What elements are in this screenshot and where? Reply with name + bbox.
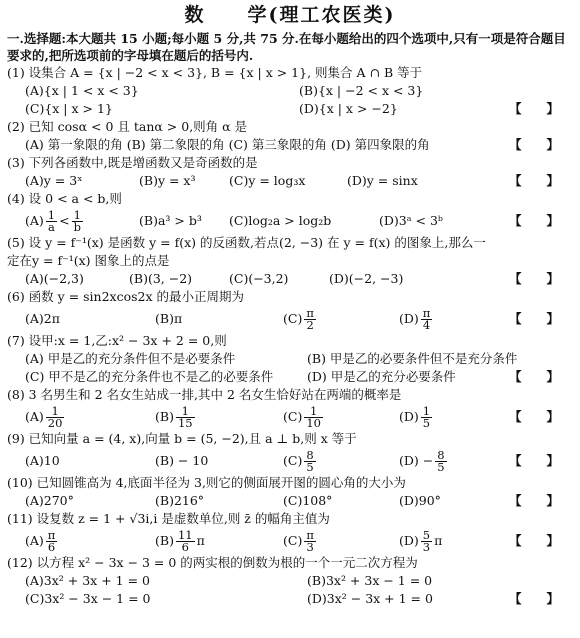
q5-option-c: (C)(−3,2) [229, 271, 289, 286]
q5-options-row [7, 270, 573, 288]
q9-option-a: (A)10 [25, 453, 60, 468]
q5-option-a: (A)(−2,3) [25, 271, 84, 286]
q11-option-d: (D) $\frac{5}{3}$ π [399, 528, 443, 554]
q2-answer-bracket: 【 】 [508, 137, 559, 152]
q3-stem: (3) 下列各函数中,既是增函数又是奇函数的是 [7, 155, 258, 170]
q9-option-d: (D) − $\frac{8}{5}$ [399, 448, 445, 474]
q10-option-c: (C)108° [283, 493, 333, 508]
q11-stem: (11) 设复数 z = 1 + √3i,i 是虚数单位,则 z̄ 的幅角主值为 [7, 511, 330, 526]
q10-options-row [7, 492, 573, 510]
q10-answer-bracket: 【 】 [508, 493, 559, 508]
q9-options-row [7, 448, 573, 474]
exam-page [0, 2, 580, 638]
q8-options-row [7, 404, 573, 430]
q3-option-a: (A)y = 3ˣ [25, 173, 83, 188]
q7-option-c: (C) 甲不是乙的充分条件也不是乙的必要条件 [25, 369, 274, 384]
q11-options-row [7, 528, 573, 554]
q11-option-b: (B) $\frac{11}{6}$ π [155, 528, 205, 554]
q10-stem: (10) 已知圆锥高为 4,底面半径为 3,则它的侧面展开图的圆心角的大小为 [7, 475, 406, 490]
q7-options-row1 [7, 350, 573, 368]
q1-option-d: (D){x | x > −2} [299, 101, 398, 116]
q5-answer-bracket: 【 】 [508, 271, 559, 286]
q1-stem: (1) 设集合 A = {x | −2 < x < 3}, B = {x | x > 1}, 则集合 A ∩ B 等于 [7, 65, 423, 80]
q4-answer-bracket: 【 】 [508, 213, 559, 228]
q5-stem-cont: 定在y = f⁻¹(x) 图象上的点是 [7, 253, 170, 268]
q9-option-c: (C) $\frac{8}{5}$ [283, 448, 314, 474]
q6-stem: (6) 函数 y = sin2xcos2x 的最小正周期为 [7, 289, 245, 304]
q9-stem: (9) 已知向量 a = (4, x),向量 b = (5, −2),且 a ⊥ b,则 x 等于 [7, 431, 357, 446]
q4-option-a: (A) $\frac{1}{a}$ < $\frac{1}{b}$ [25, 208, 81, 234]
q10-option-a: (A)270° [25, 493, 74, 508]
q1-option-b: (B){x | −2 < x < 3} [299, 83, 424, 98]
q4-fraction-2: $\frac{1}{b}$ [73, 208, 81, 234]
q6-option-c: (C) $\frac{\pi}{2}$ [283, 306, 314, 332]
q7-option-d: (D) 甲是乙的充分必要条件 [307, 369, 456, 384]
q1-option-c: (C){x | x > 1} [25, 101, 113, 116]
q12-option-c: (C)3x² − 3x − 1 = 0 [25, 591, 151, 606]
q3-option-b: (B)y = x³ [139, 173, 196, 188]
q8-option-c: (C) $\frac{1}{10}$ [283, 404, 321, 430]
q8-answer-bracket: 【 】 [508, 409, 559, 424]
q3-answer-bracket: 【 】 [508, 173, 559, 188]
q4-stem: (4) 设 0 < a < b,则 [7, 191, 122, 206]
q4-option-b: (B)a³ > b³ [139, 213, 202, 228]
q1-options-row2 [7, 100, 573, 118]
q7-answer-bracket: 【 】 [508, 369, 559, 384]
q6-option-d: (D) $\frac{\pi}{4}$ [399, 306, 431, 332]
q5-stem: (5) 设 y = f⁻¹(x) 是函数 y = f(x) 的反函数,若点(2, −3) 在 y = f(x) 的图象上,那么一 [7, 235, 486, 250]
section-intro: 一.选择题:本大题共 15 小题;每小题 5 分,共 75 分.在每小题给出的四个选项中,只有一项是符合题目要求的,把所选项前的字母填在题后的括号内. [7, 31, 566, 63]
q7-stem: (7) 设甲:x = 1,乙:x² − 3x + 2 = 0,则 [7, 333, 227, 348]
q1-answer-bracket: 【 】 [508, 101, 559, 116]
q11-option-a: (A) $\frac{\pi}{6}$ [25, 528, 56, 554]
q9-answer-bracket: 【 】 [508, 453, 559, 468]
q12-options-row2 [7, 590, 573, 608]
q8-option-a: (A) $\frac{1}{20}$ [25, 404, 63, 430]
q6-option-b: (B)π [155, 311, 183, 326]
q11-option-c: (C) $\frac{\pi}{3}$ [283, 528, 314, 554]
q6-answer-bracket: 【 】 [508, 311, 559, 326]
q4-options-row [7, 208, 573, 234]
page-title: 数 学(理工农医类) [184, 4, 396, 26]
q2-options-row [7, 136, 573, 154]
q3-option-c: (C)y = log₃x [229, 173, 306, 188]
q12-option-b: (B)3x² + 3x − 1 = 0 [307, 573, 433, 588]
q12-option-a: (A)3x² + 3x + 1 = 0 [25, 573, 150, 588]
q1-options-row1 [7, 82, 573, 100]
q8-option-b: (B) $\frac{1}{15}$ [155, 404, 193, 430]
q11-answer-bracket: 【 】 [508, 533, 559, 548]
q7-options-row2 [7, 368, 573, 386]
q10-option-d: (D)90° [399, 493, 441, 508]
q8-stem: (8) 3 名男生和 2 名女生站成一排,其中 2 名女生恰好站在两端的概率是 [7, 387, 402, 402]
q8-option-d: (D) $\frac{1}{5}$ [399, 404, 431, 430]
q1-option-a: (A){x | 1 < x < 3} [25, 83, 139, 98]
q10-option-b: (B)216° [155, 493, 205, 508]
q7-option-b: (B) 甲是乙的必要条件但不是充分条件 [307, 351, 518, 366]
q3-options-row [7, 172, 573, 190]
q12-options-row1 [7, 572, 573, 590]
q4-fraction-1: $\frac{1}{a}$ [47, 208, 56, 234]
q4-option-c: (C)log₂a > log₂b [229, 213, 332, 228]
q9-option-b: (B) − 10 [155, 453, 209, 468]
q12-option-d: (D)3x² − 3x + 1 = 0 [307, 591, 433, 606]
q4-option-d: (D)3ᵃ < 3ᵇ [379, 213, 443, 228]
q6-option-a: (A)2π [25, 311, 60, 326]
q7-option-a: (A) 甲是乙的充分条件但不是必要条件 [25, 351, 236, 366]
q12-stem: (12) 以方程 x² − 3x − 3 = 0 的两实根的倒数为根的一个一元二次方程为 [7, 555, 418, 570]
q2-stem: (2) 已知 cosα < 0 且 tanα > 0,则角 α 是 [7, 119, 248, 134]
q6-options-row [7, 306, 573, 332]
q2-options: (A) 第一象限的角 (B) 第二象限的角 (C) 第三象限的角 (D) 第四象限的角 [25, 137, 430, 152]
q12-answer-bracket: 【 】 [508, 591, 559, 606]
q3-option-d: (D)y = sinx [347, 173, 418, 188]
q5-option-d: (D)(−2, −3) [329, 271, 404, 286]
q5-option-b: (B)(3, −2) [129, 271, 193, 286]
